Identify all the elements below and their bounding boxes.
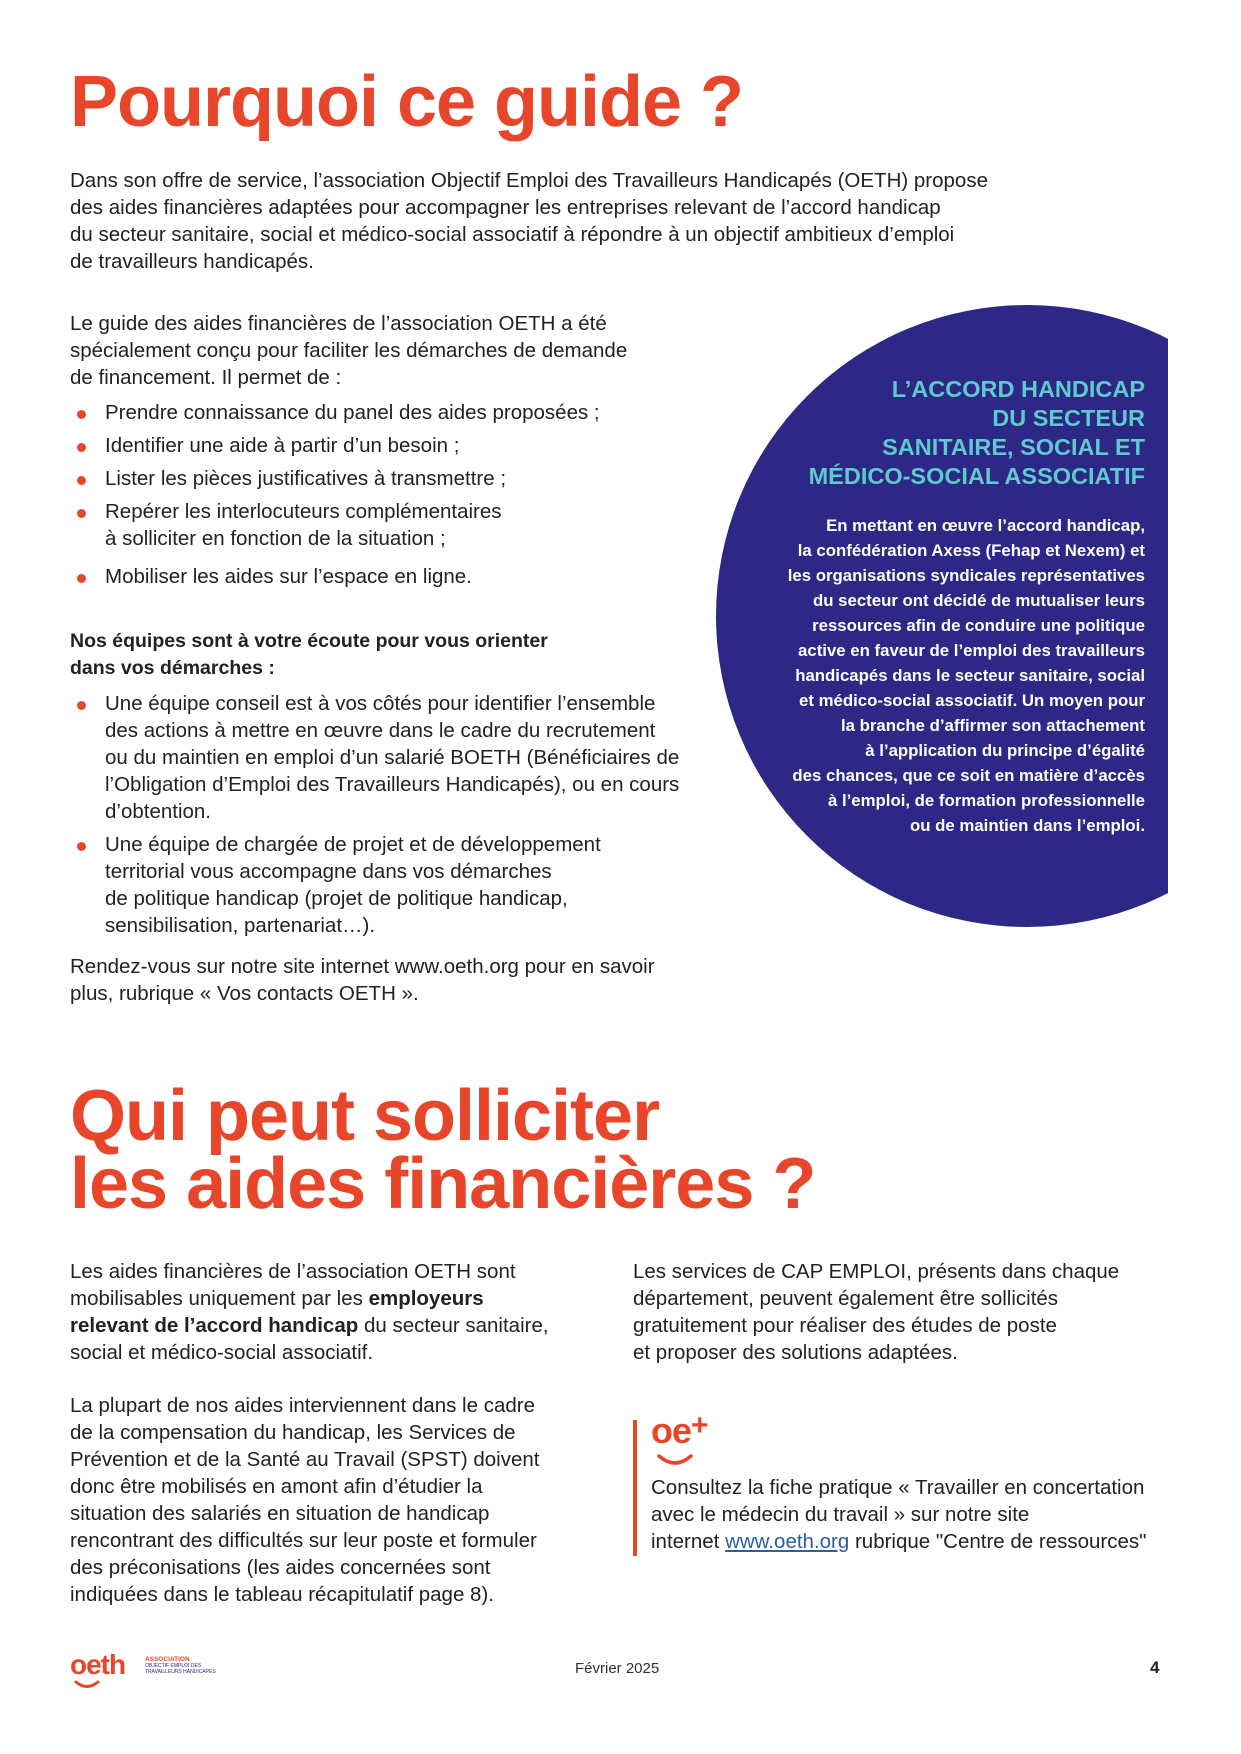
- list-item: Lister les pièces justificatives à transmettre ;: [70, 465, 710, 492]
- teams-heading: Nos équipes sont à votre écoute pour vous orienter dans vos démarches :: [70, 630, 548, 679]
- accord-title-line: L’ACCORD HANDICAP: [891, 376, 1145, 402]
- callout-line: Consultez la fiche pratique « Travailler en concertation: [651, 1476, 1145, 1499]
- logo-subtitle-line: OBJECTIF EMPLOI DES: [145, 1663, 202, 1669]
- accord-body-line: la confédération Axess (Fehap et Nexem) et: [797, 541, 1145, 560]
- callout-line: [651, 1528, 1211, 1555]
- intro-line: de travailleurs handicapés.: [70, 250, 314, 273]
- eligibility-line: social et médico-social associatif.: [70, 1341, 374, 1364]
- compensation-line: situation des salariés en situation de handicap: [70, 1502, 490, 1525]
- circle-crop-edge: [1168, 280, 1241, 960]
- logo-subtitle-line: ASSOCIATION: [145, 1656, 190, 1663]
- accord-body-line: des chances, que ce soit en matière d’accès: [792, 766, 1145, 785]
- list-item: Une équipe conseil est à vos côtés pour identifier l’ensemble des actions à mettre en œuvre dans le cadre du recrutement ou du maintien en emploi d’un salarié BOETH (Bénéficiaires de l’Obligation d’Emploi des Travailleurs Handicapés), ou en cours d’obtention.: [70, 690, 730, 825]
- page-title: Pourquoi ce guide ?: [70, 62, 744, 142]
- callout-bar: [633, 1420, 637, 1556]
- section-title-line: Qui peut solliciter: [70, 1076, 660, 1156]
- guide-line: Le guide des aides financières de l’association OETH a été: [70, 312, 607, 335]
- callout-text-segment: internet: [651, 1530, 726, 1553]
- compensation-line: donc être mobilisés en amont afin d’étudier la: [70, 1475, 483, 1498]
- eligibility-emphasis: relevant de l’accord handicap: [70, 1314, 359, 1337]
- accord-body-line: ressources afin de conduire une politique: [812, 616, 1145, 635]
- accord-body-line: En mettant en œuvre l’accord handicap,: [826, 516, 1145, 535]
- cap-emploi-line: gratuitement pour réaliser des études de poste: [633, 1314, 1057, 1337]
- logo-subtitle-line: TRAVAILLEURS HANDICAPÉS: [145, 1669, 216, 1675]
- list-item: Identifier une aide à partir d’un besoin ;: [70, 432, 710, 459]
- logo-subtitle: [145, 1656, 285, 1675]
- compensation-line: rencontrant des difficultés sur leur poste et formuler: [70, 1529, 537, 1552]
- compensation-line: Prévention et de la Santé au Travail (SPST) doivent: [70, 1448, 540, 1471]
- accord-box-body: [685, 513, 1145, 838]
- oeth-logo-text: oeth: [70, 1649, 126, 1680]
- eligibility-emphasis: employeurs: [368, 1287, 484, 1310]
- section-title-line: les aides financières ?: [70, 1144, 816, 1224]
- page-number: 4: [1150, 1658, 1160, 1677]
- accord-body-line: à l’application du principe d’égalité: [865, 741, 1145, 760]
- list-item: Mobiliser les aides sur l’espace en ligne.: [70, 563, 710, 590]
- callout-text-segment: rubrique "Centre de ressources": [849, 1530, 1147, 1553]
- compensation-line: La plupart de nos aides interviennent dans le cadre: [70, 1394, 535, 1417]
- accord-body-line: et médico-social associatif. Un moyen pour: [799, 691, 1145, 710]
- cap-emploi-line: Les services de CAP EMPLOI, présents dans chaque: [633, 1260, 1120, 1283]
- website-paragraph: [70, 953, 750, 1007]
- callout-line: avec le médecin du travail » sur notre site: [651, 1503, 1030, 1526]
- eligibility-text: du secteur sanitaire,: [358, 1314, 549, 1337]
- accord-title-line: SANITAIRE, SOCIAL ET: [882, 434, 1145, 460]
- website-line: Rendez-vous sur notre site internet www.oeth.org pour en savoir: [70, 955, 655, 978]
- logo-smile-icon: [74, 1680, 100, 1690]
- section-title: [70, 1076, 816, 1224]
- list-item: Une équipe de chargée de projet et de développement territorial vous accompagne dans vos démarches de politique handicap (projet de politique handicap, sensibilisation, partenariat…).: [70, 831, 730, 939]
- teams-bullet-list: [70, 690, 730, 939]
- compensation-line: des préconisations (les aides concernées sont: [70, 1556, 491, 1579]
- list-item: Prendre connaissance du panel des aides proposées ;: [70, 399, 710, 426]
- plus-icon: +: [691, 1408, 709, 1442]
- callout-text: [651, 1474, 1211, 1555]
- accord-body-line: active en faveur de l’emploi des travailleurs: [798, 641, 1145, 660]
- accord-title-line: MÉDICO-SOCIAL ASSOCIATIF: [808, 463, 1145, 489]
- eligibility-line: [70, 1312, 610, 1339]
- guide-line: de financement. Il permet de :: [70, 366, 342, 389]
- guide-line: spécialement conçu pour faciliter les démarches de demande: [70, 339, 628, 362]
- accord-body-line: du secteur ont décidé de mutualiser leurs: [813, 591, 1145, 610]
- eligibility-text: mobilisables uniquement par les: [70, 1287, 369, 1310]
- guide-paragraph: [70, 310, 710, 391]
- accord-body-line: handicapés dans le secteur sanitaire, social: [795, 666, 1145, 685]
- guide-bullet-list: [70, 399, 710, 590]
- eligibility-paragraph: [70, 1258, 610, 1366]
- cap-emploi-line: département, peuvent également être sollicités: [633, 1287, 1059, 1310]
- accord-title-line: DU SECTEUR: [992, 405, 1145, 431]
- cap-emploi-paragraph: [633, 1258, 1193, 1366]
- cap-emploi-line: et proposer des solutions adaptées.: [633, 1341, 958, 1364]
- oe-logo-text: oe: [651, 1410, 692, 1451]
- eligibility-line: [70, 1285, 610, 1312]
- accord-box-title: [725, 375, 1145, 491]
- eligibility-line: Les aides financières de l’association OETH sont: [70, 1260, 516, 1283]
- oeth-website-link[interactable]: www.oeth.org: [725, 1530, 850, 1553]
- intro-line: du secteur sanitaire, social et médico-social associatif à répondre à un objectif ambitieux d’emploi: [70, 223, 955, 246]
- accord-body-line: ou de maintien dans l’emploi.: [910, 816, 1145, 835]
- compensation-paragraph: [70, 1392, 630, 1608]
- compensation-line: indiquées dans le tableau récapitulatif page 8).: [70, 1583, 494, 1606]
- compensation-line: de la compensation du handicap, les Services de: [70, 1421, 516, 1444]
- intro-paragraph: [70, 167, 1070, 275]
- smile-icon: [657, 1454, 693, 1468]
- footer-date: Février 2025: [575, 1660, 660, 1677]
- list-item: Repérer les interlocuteurs complémentaires à solliciter en fonction de la situation ;: [70, 498, 710, 552]
- accord-body-line: la branche d’affirmer son attachement: [840, 716, 1145, 735]
- accord-body-line: à l’emploi, de formation professionnelle: [827, 791, 1145, 810]
- accord-body-line: les organisations syndicales représentatives: [787, 566, 1145, 585]
- intro-line: des aides financières adaptées pour accompagner les entreprises relevant de l’accord handicap: [70, 196, 941, 219]
- oe-plus-logo: [651, 1410, 709, 1464]
- website-line: plus, rubrique « Vos contacts OETH ».: [70, 982, 419, 1005]
- intro-line: Dans son offre de service, l’association Objectif Emploi des Travailleurs Handicapés (OETH) propose: [70, 169, 988, 192]
